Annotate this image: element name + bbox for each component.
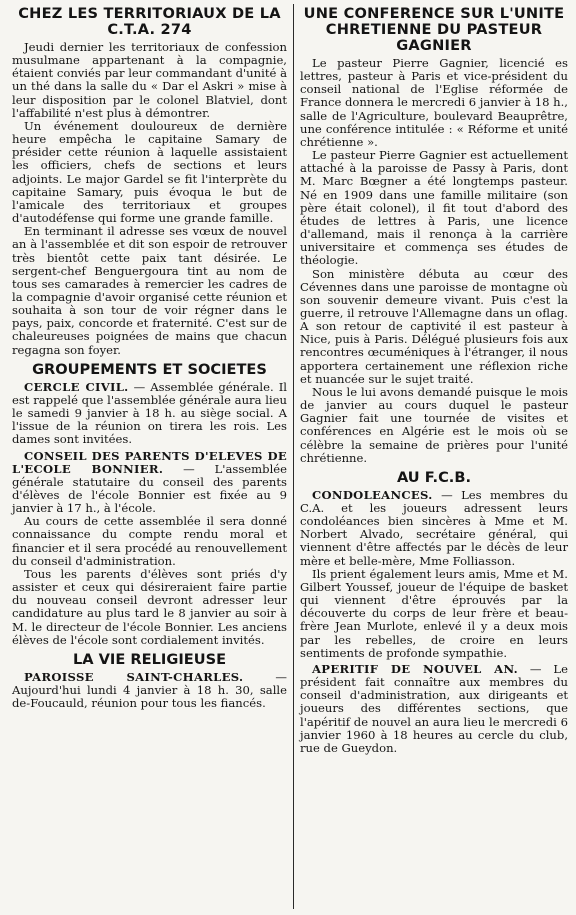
notice-condoleances <box>300 489 568 568</box>
notice-title: APERITIF DE NOUVEL AN. <box>312 661 518 676</box>
paragraph: Le pasteur Pierre Gagnier, licencié es lettres, pasteur à Paris et vice-président du conseil national de l'Eglise réformée de France donnera le mercredi 6 janvier à 18 h., salle de l'Agriculture, boulevard Beauprêtre, une conférence intitulée : « Réforme et unité chrétienne ». <box>300 56 568 149</box>
notice-text: — Aujourd'hui lundi 4 janvier à 18 h. 30, salle de-Foucauld, réunion pour tous les fiancés. <box>12 669 287 711</box>
notice-title: CONSEIL DES PARENTS D'ELEVES DE L'ECOLE BONNIER. <box>12 448 287 476</box>
notice-text: — Assemblée générale. Il est rappelé que l'assemblée générale aura lieu le samedi 9 janvier à 18 h. au siège social. A l'issue de la réunion on tirera les rois. Les dames sont invitées. <box>12 379 288 447</box>
section-heading-groupements: GROUPEMENTS ET SOCIETES <box>32 360 267 378</box>
right-column <box>300 6 568 755</box>
notice-cercle-civil <box>12 381 287 447</box>
paragraph: Jeudi dernier les territoriaux de confession musulmane appartenant à la compagnie, étaient conviés par leur commandant d'unité à un thé dans la salle du « Dar el Askri » mise à leur disposition par le colonel Blatviel, dont l'affabilité n'est plus à démontrer. <box>12 40 287 120</box>
paragraph: En terminant il adresse ses vœux de nouvel an à l'assemblée et dit son espoir de retrouver très bientôt cette paix tant désirée. Le sergent-chef Benguergoura tint au nom de tous ses camarades à remercier les cadres de la compagnie d'avoir organisé cette réunion et souhaita à son tour de voir régner dans le pays, paix, concorde et fraternité. C'est sur de chaleureuses poignées de mains que chacun regagna son foyer. <box>12 224 287 357</box>
left-column <box>12 6 287 710</box>
paragraph: Le pasteur Pierre Gagnier est actuellement attaché à la paroisse de Passy à Paris, dont M. Marc Bœgner a été longtemps pasteur. Né en 1909 dans une famille militaire (son père était colonel), il fit tout d'abord des études de lettres à Paris, une licence d'allemand, mais il renonça à la carrière universitaire et commença ses études de théologie. <box>300 148 568 268</box>
notice-text: — Les membres du C.A. et les joueurs adressent leurs condoléances bien sincères à Mme et M. Norbert Alvado, secrétaire général, qui viennent d'être affectés par le décès de leur mère et belle-mère, Mme Folliasson. <box>300 487 568 568</box>
notice-aperitif <box>300 663 568 755</box>
section-heading-vie-religieuse: LA VIE RELIGIEUSE <box>72 650 227 668</box>
paragraph: Nous le lui avons demandé puisque le mois de janvier au cours duquel le pasteur Gagnier fait une tournée de visites et conférences en Algérie est le mois où se célèbre la semaine de prières pour l'unité chrétienne. <box>300 384 568 465</box>
notice-title: CERCLE CIVIL. <box>24 379 129 394</box>
notice-text: — Le président fait connaître aux membres du conseil d'administration, aux dirigeants et joueurs des différentes sections, que l'apéritif de nouvel an aura lieu le mercredi 6 janvier 1960 à 18 heures au cercle du club, rue de Gueydon. <box>300 661 568 755</box>
paragraph: Tous les parents d'élèves sont priés d'y assister et ceux qui désireraient faire partie du nouveau conseil devront adresser leur candidature au plus tard le 8 janvier au soir à M. le directeur de l'école Bonnier. Les anciens élèves de l'école sont cordialement invités. <box>12 566 287 647</box>
paragraph: Ils prient également leurs amis, Mme et M. Gilbert Youssef, joueur de l'équipe de basket qui viennent d'être éprouvés par la découverte du corps de leur frère et beau-frère Jean Murlote, enlevé il y a deux mois par les rebelles, de croire en leurs sentiments de profonde sympathie. <box>300 566 568 660</box>
paragraph: Au cours de cette assemblée il sera donné connaissance du compte rendu moral et financier et il sera procédé au renouvellement du conseil d'administration. <box>12 514 287 568</box>
notice-title: PAROISSE SAINT-CHARLES. <box>24 669 244 684</box>
notice-paroisse <box>12 671 287 710</box>
notice-conseil-parents <box>12 450 287 516</box>
headline-territoriaux: CHEZ LES TERRITORIAUX DE LA C.T.A. 274 <box>18 5 281 38</box>
notice-text: — L'assemblée générale statutaire du conseil des parents d'élèves de l'école Bonnier est fixée au 9 janvier à 17 h., à l'école. <box>12 461 287 516</box>
column-divider <box>293 4 294 909</box>
headline-conference: UNE CONFERENCE SUR L'UNITE CHRETIENNE DU PASTEUR GAGNIER <box>303 5 565 54</box>
paragraph: Un événement douloureux de dernière heure empêcha le capitaine Samary de présider cette réunion à laquelle assistaient les officiers, chefs de sections et leurs adjoints. Le major Gardel se fit l'interprète du capitaine Samary, puis évoqua le but de l'amicale des territoriaux et groupes d'autodéfense qui forme une grande famille. <box>12 118 287 226</box>
paragraph: Son ministère débuta au cœur des Cévennes dans une paroisse de montagne où son souvenir demeure vivant. Puis c'est la guerre, il retrouve l'Allemagne dans un oflag. A son retour de captivité il est pasteur à Nice, puis à Paris. Délégué plusieurs fois aux rencontres œcuméniques à l'étranger, il nous apportera certainement une réflexion riche et nuancée sur le sujet traité. <box>300 266 568 386</box>
notice-title: CONDOLEANCES. <box>312 487 433 502</box>
section-heading-fcb: AU F.C.B. <box>396 468 472 486</box>
